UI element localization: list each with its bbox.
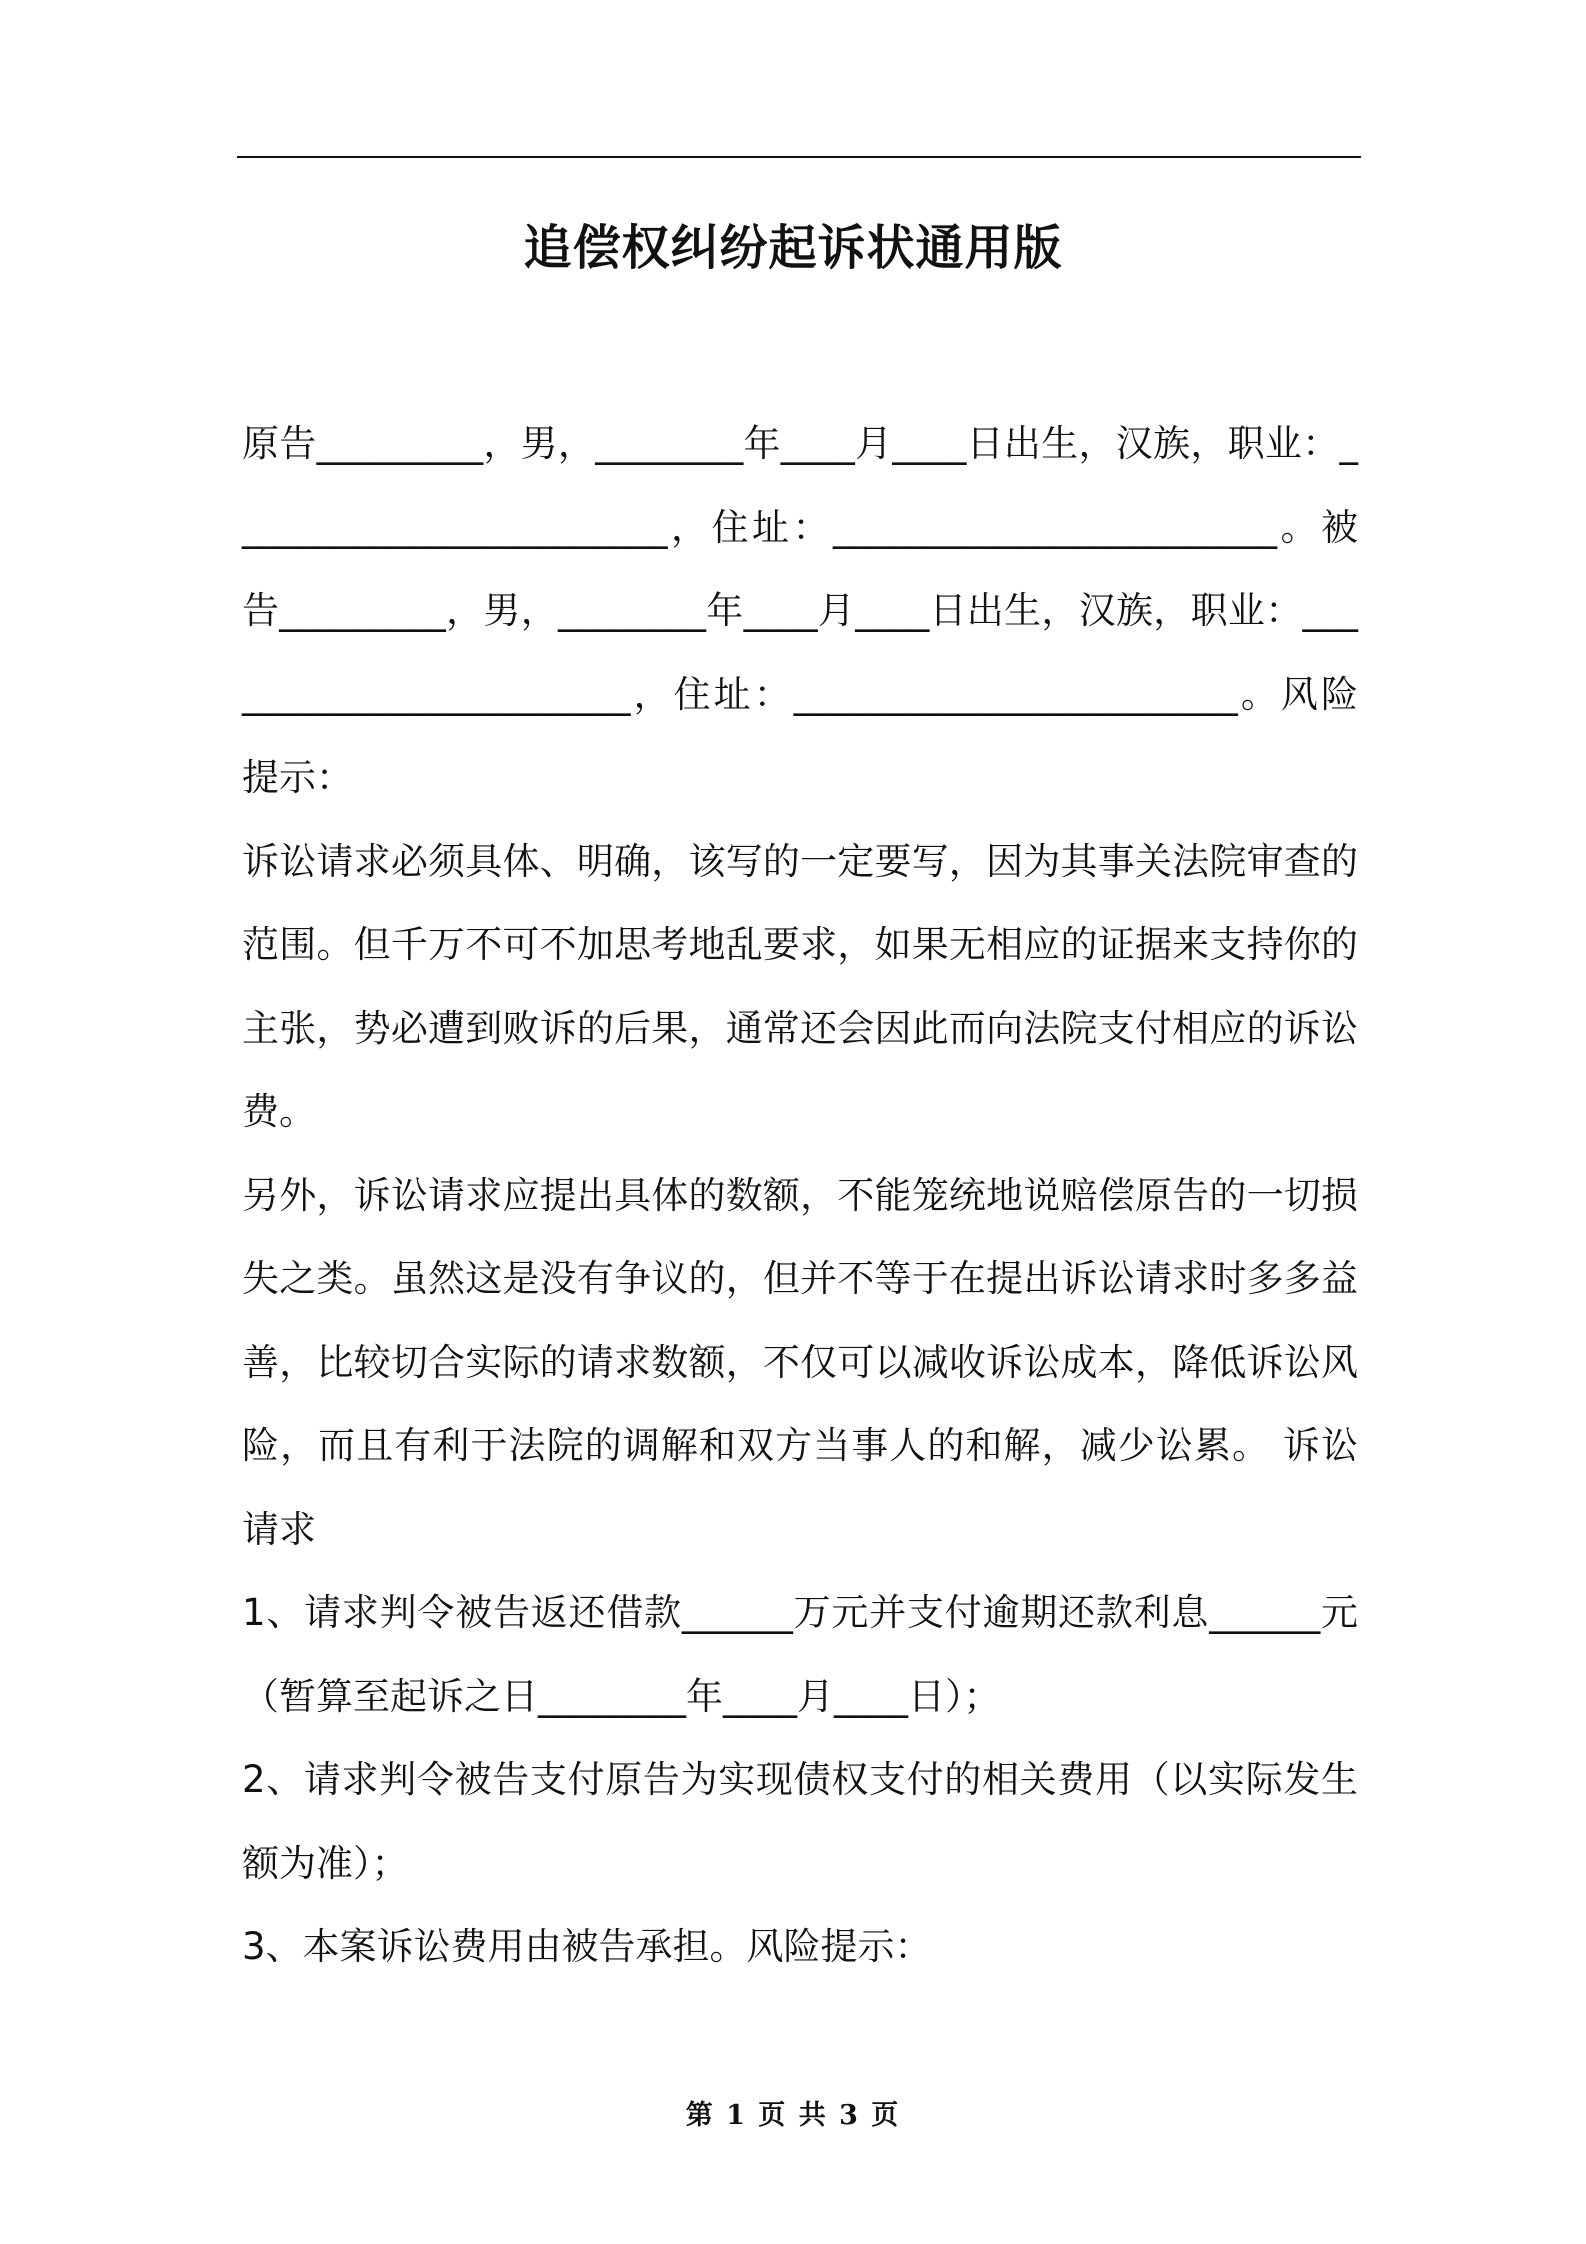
claim-item-1: 1、请求判令被告返还借款______万元并支付逾期还款利息______元（暂算至起诉之日________年____月____日）； [242, 1591, 1358, 1718]
claim-item-2: 2、请求判令被告支付原告为实现债权支付的相关费用（以实际发生额为准）； [242, 1758, 1358, 1885]
document-body [242, 402, 1358, 1989]
risk-note-paragraph: 诉讼请求必须具体、明确，该写的一定要写，因为其事关法院审查的范围。但千万不可不加思考地乱要求，如果无相应的证据来支持你的主张，势必遭到败诉的后果，通常还会因此而向法院支付相应的诉讼费。 [242, 839, 1358, 1133]
header-rule [237, 156, 1361, 158]
document-title: 追偿权纠纷起诉状通用版 [523, 220, 1063, 276]
claim-item-3: 3、本案诉讼费用由被告承担。风险提示： [242, 1925, 932, 1968]
page-number: 第 1 页 共 3 页 [685, 2100, 901, 2131]
amount-note-paragraph: 另外，诉讼请求应提出具体的数额，不能笼统地说赔偿原告的一切损失之类。虽然这是没有争议的，但并不等于在提出诉讼请求时多多益善，比较切合实际的请求数额，不仅可以减收诉讼成本，降低诉讼风险，而且有利于法院的调解和双方当事人的和解，减少讼累。 诉讼请求 [242, 1173, 1358, 1551]
parties-paragraph: 原告_________，男，________年____月____日出生，汉族，职业：________________________，住址：________________________。被告_________，男，________年____月____日出生，汉族，职业：________________________，住址：________________________。风险提示： [242, 422, 1358, 799]
